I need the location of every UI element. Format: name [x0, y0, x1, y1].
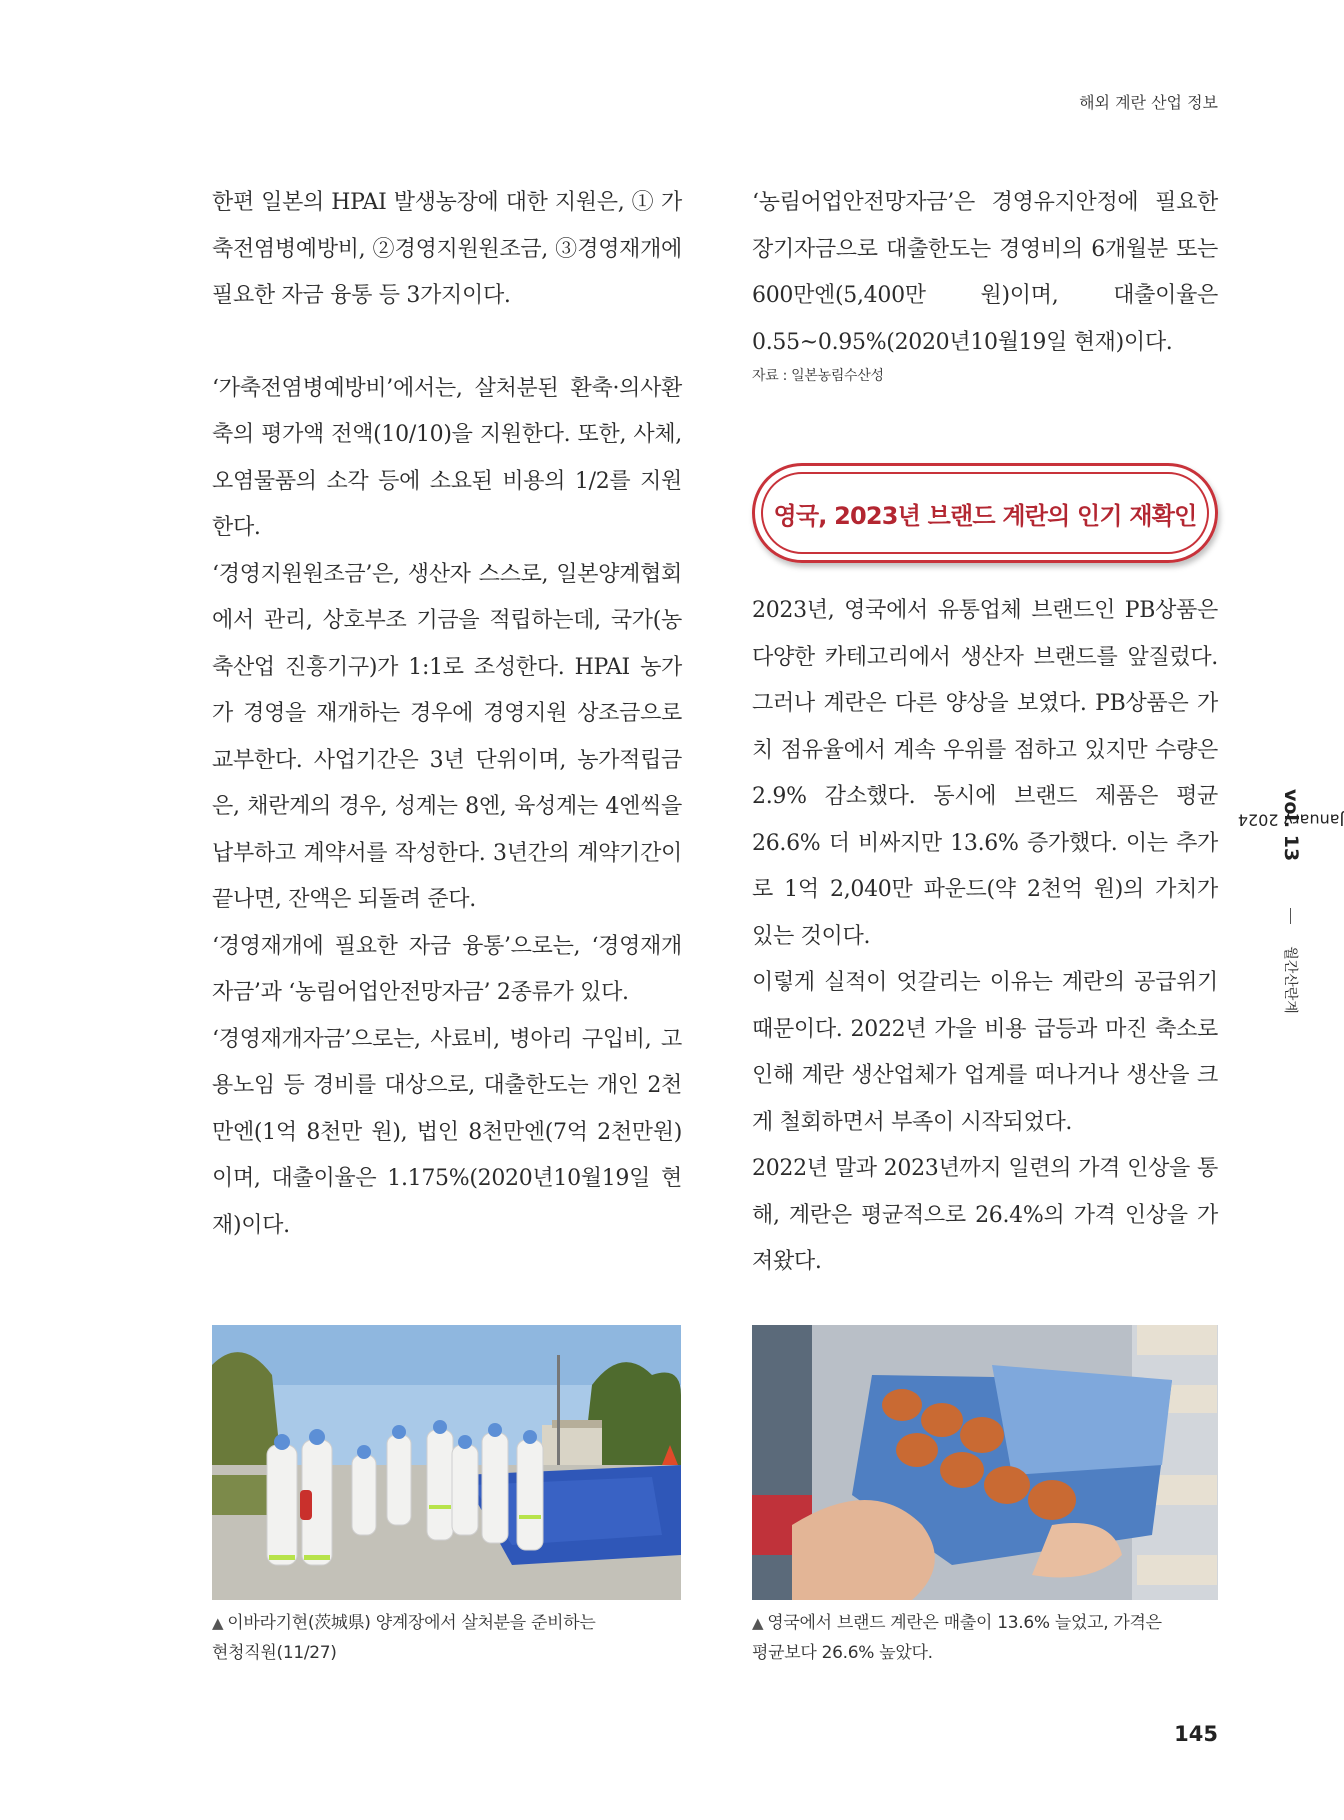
sidebar-magazine — [1276, 930, 1306, 1030]
page-number: 145 — [1174, 1722, 1218, 1746]
paragraph: 한편 일본의 HPAI 발생농장에 대한 지원은, ① 가축전염병예방비, ②경영지원원조금, ③경영재개에 필요한 자금 융통 등 3가지이다. — [212, 190, 682, 308]
paragraph: ‘경영지원원조금’은, 생산자 스스로, 일본양계협회에서 관리, 상호부조 기금을 적립하는데, 국가(농축산업 진흥기구)가 1:1로 조성한다. HPAI 농가가 경영을 재개하는 경우에 경영지원 상조금으로 교부한다. 사업기간은 3년 단위이며, 농가적립금은, 채란계의 경우, 성계는 8엔, 육성계는 4엔씩을 납부하고 계약서를 작성한다. 3년간의 계약기간이 끝나면, 잔액은 되돌려 준다. — [212, 561, 682, 912]
paragraph: ‘농림어업안전망자금’은 경영유지안정에 필요한 장기자금으로 대출한도는 경영비의 6개월분 또는 600만엔(5,400만 원)이며, 대출이율은 0.55~0.95%(2020년10월19일 현재)이다. — [752, 190, 1218, 355]
paragraph: 2023년, 영국에서 유통업체 브랜드인 PB상품은 다양한 카테고리에서 생산자 브랜드를 앞질렀다. 그러나 계란은 다른 양상을 보였다. PB상품은 가치 점유율에서 계속 우위를 점하고 있지만 수량은 2.9% 감소했다. 동시에 브랜드 제품은 평균 26.6% 더 비싸지만 13.6% 증가했다. 이는 추가로 1억 2,040만 파운드(약 2천억 원)의 가치가 있는 것이다. — [752, 598, 1218, 949]
caption-text: 현청직원(11/27) — [212, 1643, 337, 1663]
source-note: 자료 : 일본농림수산성 — [752, 368, 884, 384]
paragraph: ‘경영재개에 필요한 자금 융통’으로는, ‘경영재개자금’과 ‘농림어업안전망자금’ 2종류가 있다. — [212, 933, 682, 1005]
caption-triangle-icon: ▲ — [752, 1614, 764, 1632]
sidebar-volume: vol. 13 — [1280, 788, 1302, 862]
right-text-column-section — [752, 588, 1218, 1286]
photo-egg-carton — [752, 1325, 1218, 1600]
photo-caption-left — [212, 1608, 692, 1668]
right-text-column-top — [752, 180, 1218, 386]
paragraph: ‘가축전염병예방비’에서는, 살처분된 환축·의사환축의 평가액 전액(10/10)을 지원한다. 또한, 사체, 오염물품의 소각 등에 소요된 비용의 1/2를 지원한다. — [212, 375, 682, 540]
caption-triangle-icon: ▲ — [212, 1614, 224, 1632]
photo-culling-preparation — [212, 1325, 681, 1600]
sidebar-date: January 2024 — [1237, 810, 1344, 830]
left-text-column — [212, 180, 682, 1249]
caption-text: 이바라기현(茨城県) 양계장에서 살처분을 준비하는 — [227, 1613, 596, 1633]
caption-text: 평균보다 26.6% 높았다. — [752, 1643, 933, 1663]
section-title: 영국, 2023년 브랜드 계란의 인기 재확인 — [761, 472, 1209, 554]
paragraph: ‘경영재개자금’으로는, 사료비, 병아리 구입비, 고용노임 등 경비를 대상으로, 대출한도는 개인 2천만엔(1억 8천만 원), 법인 8천만엔(7억 2천만원)이며, 대출이율은 1.175%(2020년10월19일 현재)이다. — [212, 1026, 682, 1238]
caption-text: 영국에서 브랜드 계란은 매출이 13.6% 늘었고, 가격은 — [767, 1613, 1162, 1633]
paragraph: 이렇게 실적이 엇갈리는 이유는 계란의 공급위기 때문이다. 2022년 가을 비용 급등과 마진 축소로 인해 계란 생산업체가 업계를 떠나거나 생산을 크게 철회하면서 부족이 시작되었다. — [752, 970, 1218, 1135]
sidebar-divider — [1290, 908, 1291, 924]
sidebar-issue — [1237, 740, 1344, 900]
paragraph: 2022년 말과 2023년까지 일련의 가격 인상을 통해, 계란은 평균적으로 26.4%의 가격 인상을 가져왔다. — [752, 1156, 1218, 1274]
sidebar-magazine-name: 월간산란계 — [1282, 946, 1298, 1014]
section-header: 해외 계란 산업 정보 — [1079, 93, 1218, 112]
photo-caption-right — [752, 1608, 1232, 1668]
section-title-banner — [752, 463, 1218, 563]
